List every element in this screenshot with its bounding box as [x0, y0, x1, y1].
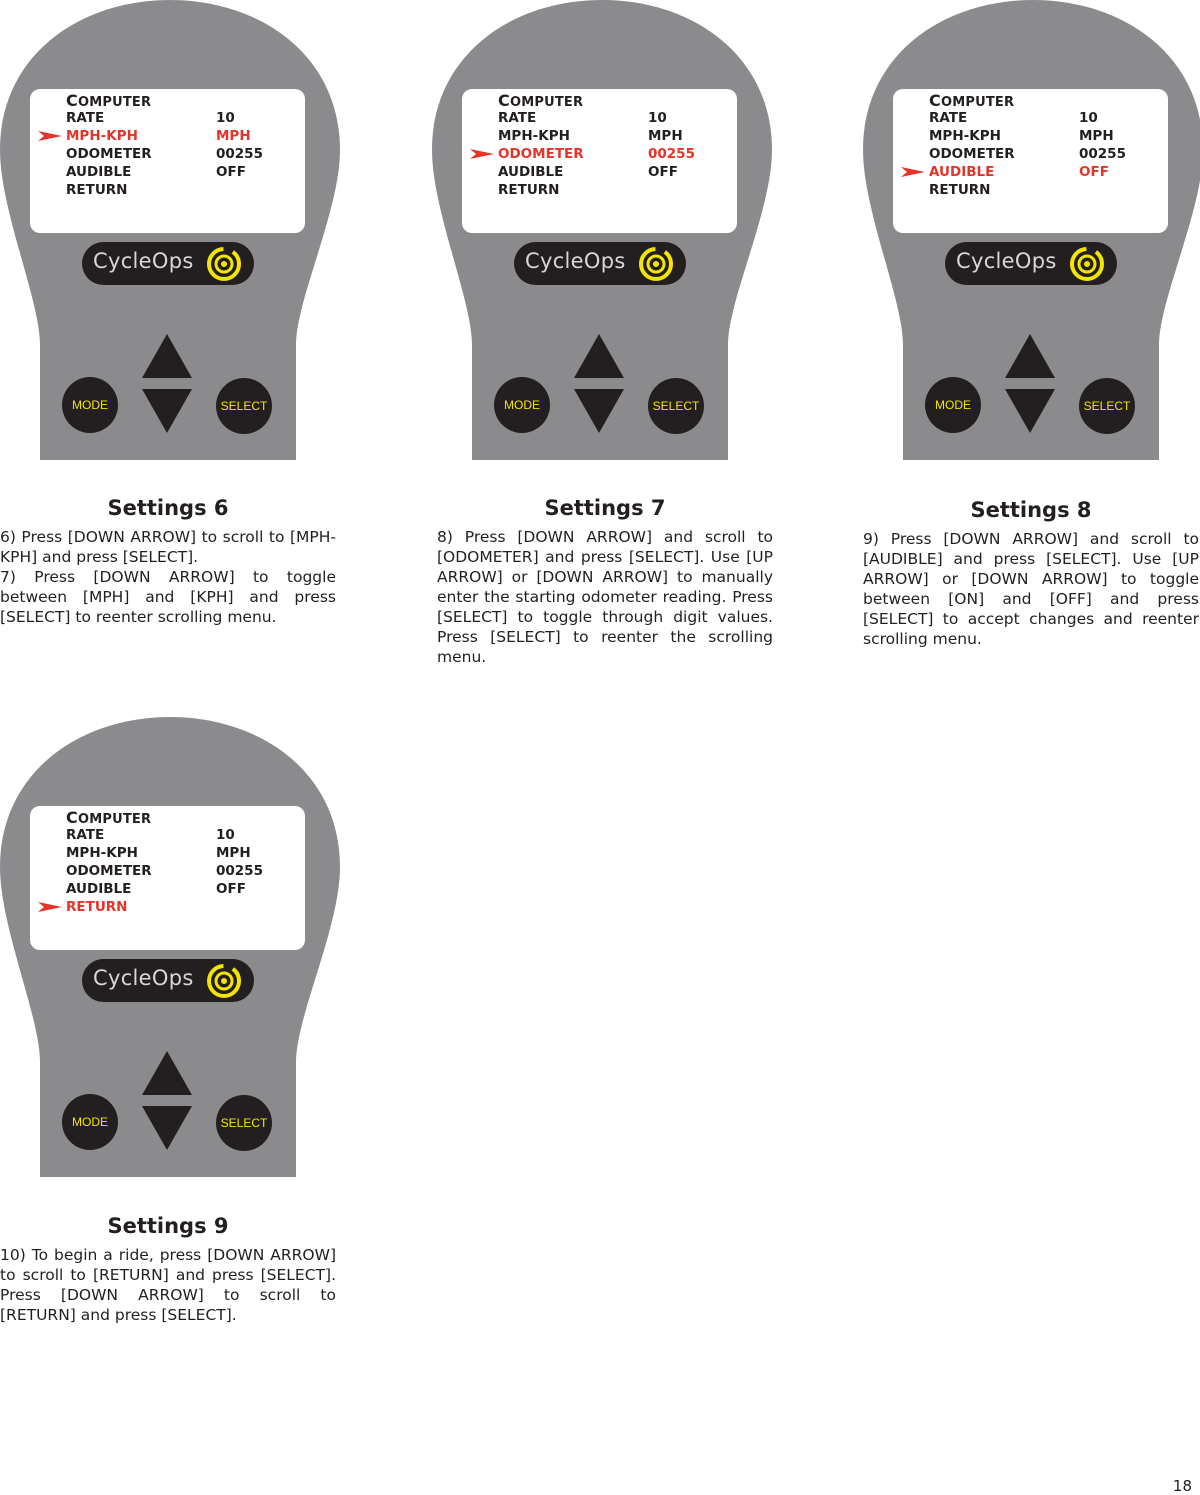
- menu-item-label: ODOMETER: [66, 863, 152, 879]
- settings-caption: [437, 495, 773, 667]
- menu-item-value: OFF: [1079, 164, 1109, 180]
- menu-item-audible[interactable]: [893, 163, 1168, 181]
- settings-title: Settings 6: [107, 496, 229, 520]
- menu-item-value: 10: [648, 110, 667, 126]
- menu-heading: [66, 808, 151, 827]
- menu-item-label: RATE: [66, 110, 105, 126]
- menu-item-value: 10: [1079, 110, 1098, 126]
- menu-item-rate[interactable]: [30, 109, 305, 127]
- menu-heading-initial: C: [66, 808, 78, 827]
- menu-item-label: AUDIBLE: [929, 164, 995, 180]
- menu-item-value: MPH: [216, 128, 251, 144]
- menu-item-rate[interactable]: [893, 109, 1168, 127]
- menu-item-label: RETURN: [66, 182, 128, 198]
- menu-item-value: MPH: [216, 845, 251, 861]
- menu-item-odometer[interactable]: [30, 862, 305, 880]
- menu-heading: [498, 91, 583, 110]
- down-arrow-button[interactable]: [574, 389, 624, 433]
- menu-item-return[interactable]: [30, 181, 305, 199]
- menu-item-mph-kph[interactable]: [462, 127, 737, 145]
- menu-item-return[interactable]: [30, 898, 305, 916]
- down-arrow-button[interactable]: [1005, 389, 1055, 433]
- settings-title: Settings 7: [544, 496, 666, 520]
- cycleops-swirl-icon: [206, 963, 242, 999]
- menu-item-audible[interactable]: [30, 163, 305, 181]
- menu-item-label: MPH-KPH: [929, 128, 1001, 144]
- menu-item-value: OFF: [648, 164, 678, 180]
- menu-item-value: 10: [216, 110, 235, 126]
- menu-heading-rest: OMPUTER: [77, 812, 152, 827]
- instruction-text: 10) To begin a ride, press [DOWN ARROW] to scroll to [RETURN] and press [SELECT]. Press [DOWN ARROW] to scroll to [RETURN] and press [SELECT].: [0, 1246, 336, 1324]
- menu-item-label: RETURN: [66, 899, 128, 915]
- menu-item-odometer[interactable]: [30, 145, 305, 163]
- menu-item-value: OFF: [216, 164, 246, 180]
- lcd-screen: [30, 806, 305, 950]
- menu-item-label: RETURN: [498, 182, 560, 198]
- mode-button[interactable]: MODE: [494, 377, 550, 433]
- down-arrow-button[interactable]: [142, 1106, 192, 1150]
- cycleops-logo: [945, 242, 1117, 285]
- page-number: 18: [1172, 1477, 1192, 1495]
- computer-device: [432, 0, 772, 460]
- instruction-text: 6) Press [DOWN ARROW] to scroll to [MPH-KPH] and press [SELECT].: [0, 528, 336, 566]
- menu-heading-rest: OMPUTER: [77, 95, 152, 110]
- cycleops-swirl-icon: [1069, 246, 1105, 282]
- selection-arrow-icon: [38, 130, 62, 142]
- up-arrow-button[interactable]: [142, 334, 192, 378]
- menu-item-return[interactable]: [462, 181, 737, 199]
- menu-item-mph-kph[interactable]: [893, 127, 1168, 145]
- computer-device: [0, 0, 340, 460]
- down-arrow-button[interactable]: [142, 389, 192, 433]
- selection-arrow-icon: [901, 166, 925, 178]
- menu-item-value: 00255: [216, 146, 263, 162]
- menu-item-odometer[interactable]: [462, 145, 737, 163]
- select-button[interactable]: SELECT: [1079, 378, 1135, 434]
- settings-title: Settings 8: [970, 498, 1092, 522]
- menu-item-label: ODOMETER: [498, 146, 584, 162]
- select-button[interactable]: SELECT: [216, 1095, 272, 1151]
- mode-button[interactable]: MODE: [925, 377, 981, 433]
- menu-heading-initial: C: [929, 91, 941, 110]
- menu-item-value: 00255: [216, 863, 263, 879]
- cycleops-logo: [82, 959, 254, 1002]
- lcd-screen: [30, 89, 305, 233]
- cycleops-swirl-icon: [206, 246, 242, 282]
- menu-heading-rest: OMPUTER: [509, 95, 584, 110]
- menu-item-return[interactable]: [893, 181, 1168, 199]
- menu-item-odometer[interactable]: [893, 145, 1168, 163]
- cycleops-swirl-icon: [638, 246, 674, 282]
- menu-item-label: MPH-KPH: [498, 128, 570, 144]
- instruction-text: 7) Press [DOWN ARROW] to toggle between [MPH] and [KPH] and press [SELECT] to reenter scrolling menu.: [0, 568, 336, 626]
- menu-item-label: AUDIBLE: [498, 164, 564, 180]
- selection-arrow-icon: [470, 148, 494, 160]
- menu-item-value: MPH: [1079, 128, 1114, 144]
- menu-item-value: 00255: [1079, 146, 1126, 162]
- menu-item-label: ODOMETER: [66, 146, 152, 162]
- brand-name: CycleOps: [525, 249, 626, 273]
- menu-item-label: MPH-KPH: [66, 128, 138, 144]
- settings-caption: [0, 1213, 336, 1325]
- menu-item-label: MPH-KPH: [66, 845, 138, 861]
- up-arrow-button[interactable]: [142, 1051, 192, 1095]
- menu-item-label: RATE: [929, 110, 968, 126]
- menu-item-label: RATE: [66, 827, 105, 843]
- menu-item-label: RETURN: [929, 182, 991, 198]
- menu-item-rate[interactable]: [30, 826, 305, 844]
- menu-heading-rest: OMPUTER: [940, 95, 1015, 110]
- cycleops-logo: [82, 242, 254, 285]
- mode-button[interactable]: MODE: [62, 1094, 118, 1150]
- menu-item-mph-kph[interactable]: [30, 127, 305, 145]
- brand-name: CycleOps: [956, 249, 1057, 273]
- mode-button[interactable]: MODE: [62, 377, 118, 433]
- menu-item-audible[interactable]: [462, 163, 737, 181]
- instruction-text: 8) Press [DOWN ARROW] and scroll to [ODOMETER] and press [SELECT]. Use [UP ARROW] or [DOWN ARROW] to manually enter the starting odometer reading. Press [SELECT] to toggle through digit values. Press [SELECT] to reenter the scrolling menu.: [437, 528, 773, 666]
- select-button[interactable]: SELECT: [216, 378, 272, 434]
- menu-item-value: 10: [216, 827, 235, 843]
- settings-caption: [863, 497, 1199, 649]
- selection-arrow-icon: [38, 901, 62, 913]
- up-arrow-button[interactable]: [574, 334, 624, 378]
- settings-title: Settings 9: [107, 1214, 229, 1238]
- cycleops-logo: [514, 242, 686, 285]
- menu-item-mph-kph[interactable]: [30, 844, 305, 862]
- lcd-screen: [893, 89, 1168, 233]
- menu-item-label: AUDIBLE: [66, 881, 132, 897]
- menu-heading-initial: C: [498, 91, 510, 110]
- menu-item-label: ODOMETER: [929, 146, 1015, 162]
- settings-caption: [0, 495, 336, 627]
- menu-item-value: 00255: [648, 146, 695, 162]
- menu-item-value: OFF: [216, 881, 246, 897]
- menu-heading: [66, 91, 151, 110]
- brand-name: CycleOps: [93, 966, 194, 990]
- lcd-screen: [462, 89, 737, 233]
- instruction-text: 9) Press [DOWN ARROW] and scroll to [AUDIBLE] and press [SELECT]. Use [UP ARROW] or [DOWN ARROW] to toggle between [ON] and [OFF] and press [SELECT] to accept changes and reenter scrolling menu.: [863, 530, 1199, 648]
- menu-item-audible[interactable]: [30, 880, 305, 898]
- menu-heading-initial: C: [66, 91, 78, 110]
- computer-device: [863, 0, 1200, 460]
- menu-item-label: RATE: [498, 110, 537, 126]
- menu-item-value: MPH: [648, 128, 683, 144]
- menu-item-rate[interactable]: [462, 109, 737, 127]
- menu-item-label: AUDIBLE: [66, 164, 132, 180]
- brand-name: CycleOps: [93, 249, 194, 273]
- up-arrow-button[interactable]: [1005, 334, 1055, 378]
- select-button[interactable]: SELECT: [648, 378, 704, 434]
- menu-heading: [929, 91, 1014, 110]
- computer-device: [0, 717, 340, 1177]
